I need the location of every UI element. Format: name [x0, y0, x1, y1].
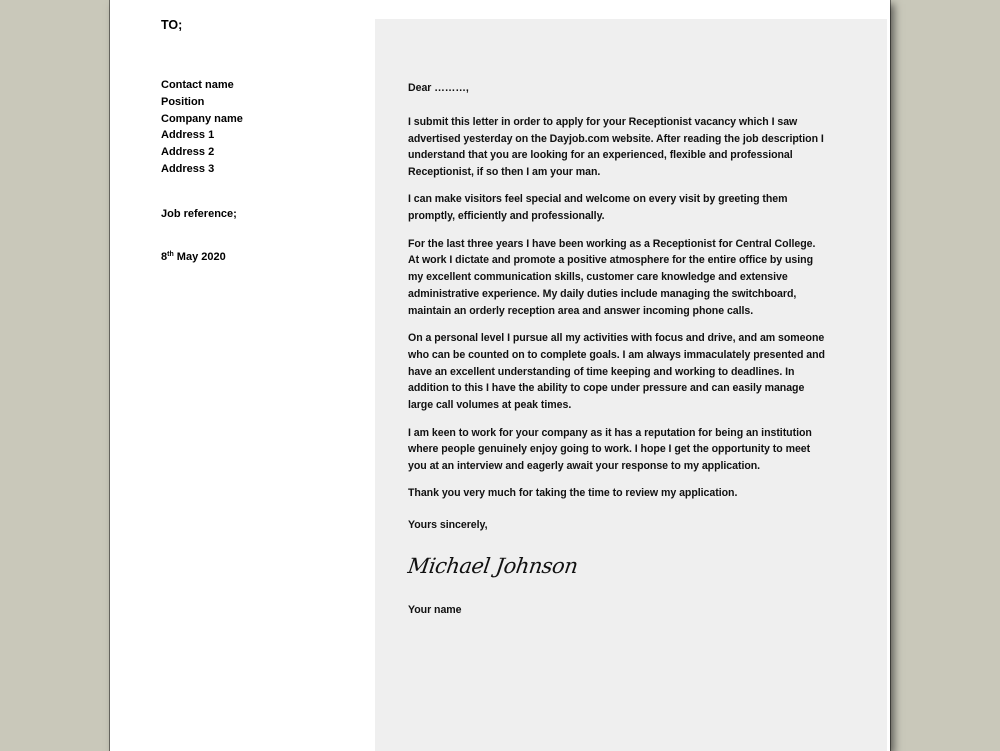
paragraph: I am keen to work for your company as it has a reputation for being an institution where people genuinely enjoy going to work. I hope I get the opportunity to meet you at an interview and eagerly await your response to my application. [408, 426, 812, 473]
address-1: Address 1 [161, 129, 215, 142]
contact-name: Contact name [161, 79, 234, 91]
date-day: 8 [161, 250, 168, 263]
document-page [110, 0, 890, 751]
paragraph: Thank you very much for taking the time to review my application. [408, 487, 738, 500]
signature: Michael Johnson [406, 554, 580, 579]
paragraph: I can make visitors feel special and welcome on every visit by greeting them promptly, efficiently and professionally. [408, 193, 788, 223]
company-name: Company name [161, 112, 243, 125]
paragraph: On a personal level I pursue all my activities with focus and drive, and am someone who can be counted on to complete goals. I am always immaculately presented and have an excellent understanding of time keeping and working to deadlines. In addition to this I have the ability to cope under pressure and can easily manage large call volumes at peak times. [408, 332, 825, 412]
recipient-address [161, 77, 361, 178]
address-3: Address 3 [161, 162, 215, 175]
paragraph: I submit this letter in order to apply for your Receptionist vacancy which I saw advertised yesterday on the Dayjob.com website. After reading the job description I understand that you are looking for an experienced, flexible and professional Receptionist, if so then I am your man. [408, 115, 824, 179]
to-heading: TO; [161, 18, 183, 32]
job-reference: Job reference; [161, 207, 237, 220]
address-2: Address 2 [161, 146, 215, 159]
recipient-column [161, 18, 361, 263]
date-rest: May 2020 [173, 250, 226, 263]
greeting: Dear ………, [408, 82, 469, 94]
paragraph: For the last three years I have been working as a Receptionist for Central College. At work I dictate and promote a positive atmosphere for the entire office by using my excellent communication skills, customer care knowledge and extensive administrative experience. My daily duties include managing the switchboard, maintain an orderly reception area and answer incoming phone calls. [408, 237, 816, 317]
letter-panel [375, 19, 887, 751]
date-suffix: th [167, 250, 174, 258]
closing: Yours sincerely, [408, 519, 488, 532]
position: Position [161, 95, 205, 108]
your-name: Your name [408, 603, 462, 616]
letter-body [408, 80, 828, 619]
letter-date [161, 251, 361, 263]
